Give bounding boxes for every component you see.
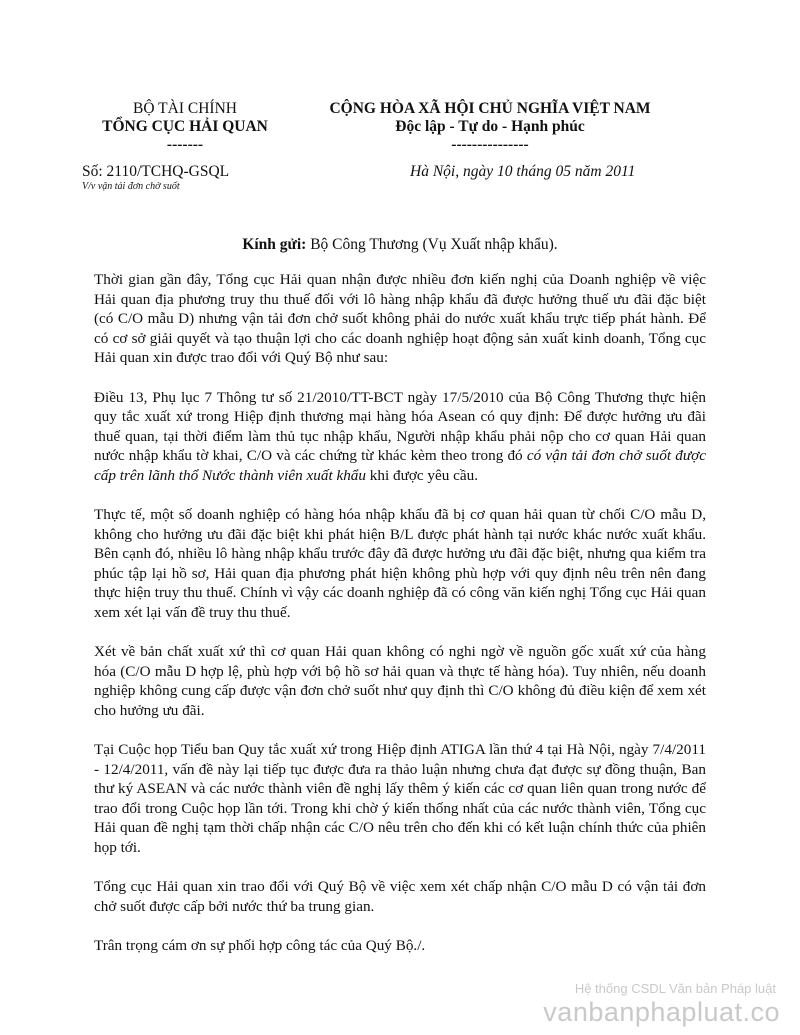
paragraph-5: Tại Cuộc họp Tiểu ban Quy tắc xuất xứ trong Hiệp định ATIGA lần thứ 4 tại Hà Nội, ngày 7/4/2011 - 12/4/2011, vấn đề này lại tiếp tục được đưa ra thảo luận nhưng chưa đạt được sự đồng thuận, Ban thư ký ASEAN và các nước thành viên đề nghị lấy thêm ý kiến các cơ quan liên quan trong nước để trao đổi trong Cuộc họp lần tới. Trong khi chờ ý kiến thống nhất của các nước thành viên, Tổng cục Hải quan đề nghị tạm thời chấp nhận các C/O nêu trên cho đến khi có kết luận chính thức của phiên họp tới.	[94, 741, 706, 856]
document-body	[94, 270, 706, 976]
paragraph-2-end: khi được yêu cầu.	[369, 466, 478, 484]
watermark	[543, 981, 780, 1027]
watermark-site: vanbanphapluat.co	[543, 997, 780, 1027]
paragraph-1: Thời gian gần đây, Tổng cục Hải quan nhận được nhiều đơn kiến nghị của Doanh nghiệp về việc Hải quan địa phương truy thu thuế đối với lô hàng nhập khẩu đã được hưởng thuế ưu đãi đặc biệt (có C/O mẫu D) nhưng vận tải đơn chở suốt không phải do nước xuất khẩu trực tiếp phát hành. Để có cơ sở giải quyết và tạo thuận lợi cho các doanh nghiệp hoạt động sản xuất kinh doanh, Tổng cục Hải quan xin được trao đổi với Quý Bộ như sau:	[94, 271, 706, 366]
paragraph-2	[94, 388, 706, 486]
national-motto: Độc lập - Tự do - Hạnh phúc	[395, 118, 585, 135]
document-number: Số: 2110/TCHQ-GSQL	[82, 163, 230, 180]
recipient-name: Bộ Công Thương (Vụ Xuất nhập khẩu).	[310, 236, 558, 253]
department-name: TỔNG CỤC HẢI QUAN	[102, 118, 268, 135]
paragraph-2-start: Điều 13, Phụ lục 7 Thông tư số 21/2010/TT-BCT ngày 17/5/2010 của Bộ Công Thương thực hiện quy tắc xuất xứ trong Hiệp định thương mại hàng hóa Asean có quy định: Để được hưởng ưu đãi thuế quan, tại thời điểm làm thủ tục nhập khẩu, Người nhập khẩu phải nộp cho cơ quan Hải quan nước nhập khẩu tờ khai, C/O và các chứng từ khác kèm theo trong đó	[94, 388, 706, 464]
country-name: CỘNG HÒA XÃ HỘI CHỦ NGHĨA VIỆT NAM	[329, 100, 651, 117]
document-header	[60, 100, 760, 200]
right-separator: ---------------	[451, 136, 529, 153]
national-title	[280, 100, 700, 154]
left-separator: -------	[166, 136, 204, 153]
issuing-agency	[60, 100, 310, 154]
document-subject: V/v vận tải đơn chở suốt	[82, 181, 180, 192]
paragraph-4: Xét về bản chất xuất xứ thì cơ quan Hải quan không có nghi ngờ về nguồn gốc xuất xứ của hàng hóa (C/O mẫu D hợp lệ, phù hợp với bộ hồ sơ hải quan và thực tế hàng hóa). Tuy nhiên, nếu doanh nghiệp không cung cấp được vận đơn chở suốt như quy định thì C/O không đủ điều kiện để xem xét cho hưởng ưu đãi.	[94, 643, 706, 719]
ministry-name: BỘ TÀI CHÍNH	[133, 100, 237, 117]
recipient-line	[0, 236, 800, 254]
watermark-caption: Hệ thống CSDL Văn bản Pháp luật	[574, 981, 776, 996]
paragraph-6: Tổng cục Hải quan xin trao đổi với Quý Bộ về việc xem xét chấp nhận C/O mẫu D có vận tải đơn chở suốt được cấp bởi nước thứ ba trung gian.	[94, 878, 706, 915]
paragraph-2-emphasis: có vận tải đơn chở suốt được cấp trên lãnh thổ Nước thành viên xuất khẩu	[94, 447, 706, 484]
document-date: Hà Nội, ngày 10 tháng 05 năm 2011	[410, 163, 636, 180]
recipient-label: Kính gửi:	[242, 236, 307, 253]
paragraph-7: Trân trọng cám ơn sự phối hợp công tác của Quý Bộ./.	[94, 937, 426, 954]
paragraph-3: Thực tế, một số doanh nghiệp có hàng hóa nhập khẩu đã bị cơ quan hải quan từ chối C/O mẫu D, không cho hưởng ưu đãi đặc biệt khi phát hiện B/L được phát hành tại nước khác nước xuất khẩu. Bên cạnh đó, nhiều lô hàng nhập khẩu trước đây đã được hưởng ưu đãi đặc biệt, nhưng qua kiểm tra phúc tập lại hồ sơ, Hải quan địa phương phát hiện không phù hợp với quy định nêu trên nên đang thực hiện truy thu thuế. Chính vì vậy các doanh nghiệp đã có công văn kiến nghị Tổng cục Hải quan xem xét lại vấn đề truy thu thuế.	[94, 506, 706, 621]
